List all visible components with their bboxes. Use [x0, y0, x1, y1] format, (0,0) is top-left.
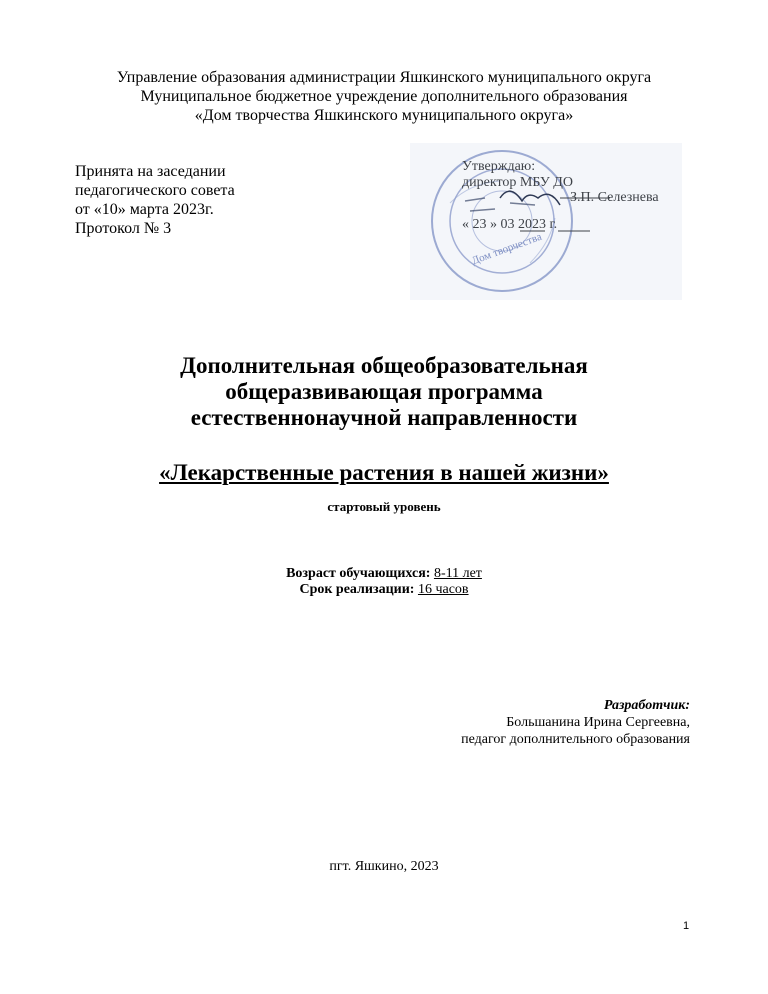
- age-value: 8-11 лет: [433, 566, 482, 581]
- developer-position: педагог дополнительного образования: [461, 732, 690, 747]
- term-row: [0, 581, 768, 598]
- program-level: стартовый уровень: [327, 499, 441, 514]
- age-row: [0, 565, 768, 582]
- developer-name: Большанина Ирина Сергеевна,: [506, 715, 690, 730]
- term-label: Срок реализации:: [299, 582, 415, 597]
- developer-block: [461, 697, 690, 748]
- accepted-line: Протокол № 3: [75, 220, 172, 237]
- page-number: 1: [683, 920, 690, 932]
- title-line: общеразвивающая программа: [225, 379, 543, 404]
- developer-label: Разработчик:: [603, 698, 690, 713]
- accepted-line: Принята на заседании: [75, 163, 226, 180]
- header-line-institution: Муниципальное бюджетное учреждение дополнительного образования: [140, 88, 628, 105]
- accepted-block: [75, 162, 235, 238]
- approval-line: Утверждаю:: [462, 159, 536, 174]
- approval-signer: З.П. Селезнева: [570, 190, 659, 205]
- approval-line: директор МБУ ДО: [462, 175, 573, 190]
- stamp-text: Дом творчества: [470, 230, 544, 268]
- approval-stamp: [410, 143, 682, 300]
- approval-date: « 23 » 03 2023 г.: [462, 217, 558, 232]
- title-line: Дополнительная общеобразовательная: [180, 353, 588, 378]
- city-year: пгт. Яшкино, 2023: [329, 859, 439, 874]
- program-name: «Лекарственные растения в нашей жизни»: [159, 460, 609, 485]
- header-line-house: «Дом творчества Яшкинского муниципального округа»: [194, 107, 574, 124]
- accepted-line: педагогического совета: [75, 182, 235, 199]
- accepted-line: от «10» марта 2023г.: [75, 201, 214, 218]
- title-line: естественнонаучной направленности: [190, 405, 578, 430]
- term-value: 16 часов: [417, 582, 469, 597]
- header-line-department: Управление образования администрации Яшкинского муниципального округа: [116, 69, 652, 86]
- age-label: Возраст обучающихся:: [286, 566, 431, 581]
